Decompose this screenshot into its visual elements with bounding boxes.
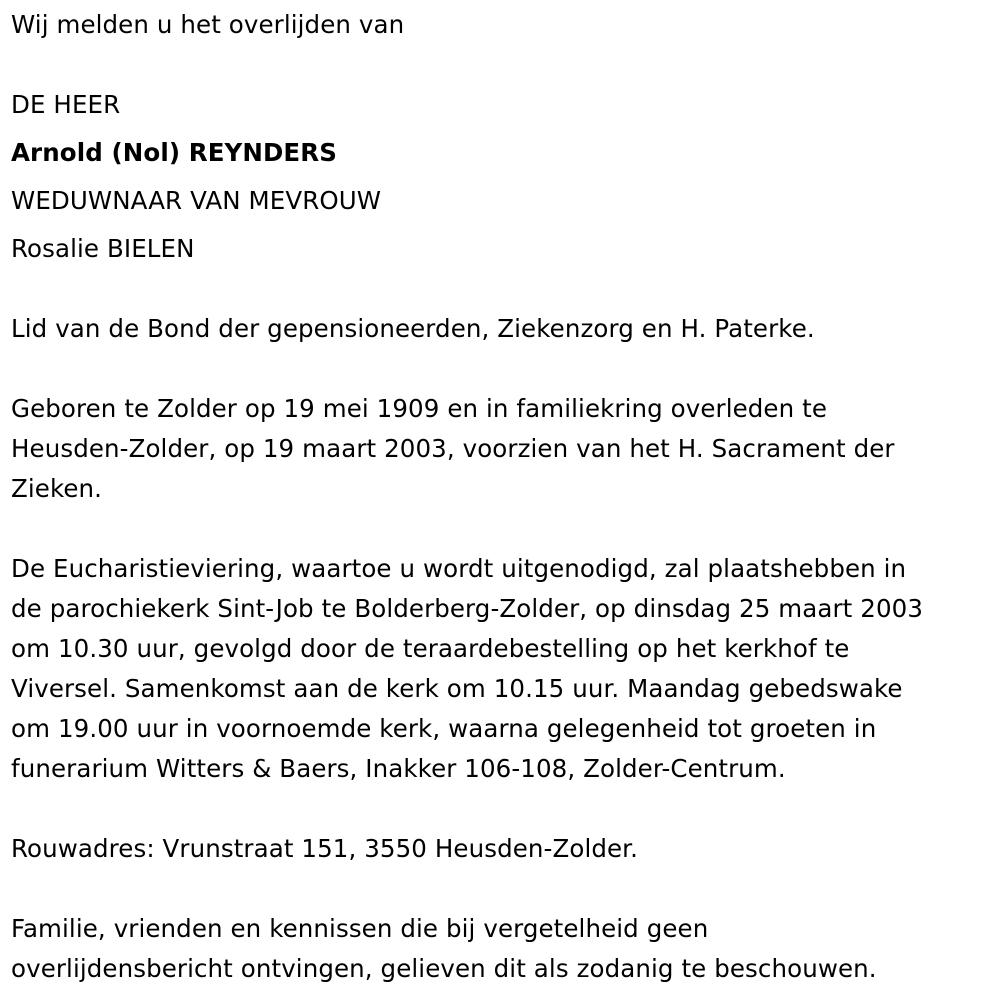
service-paragraph [11,549,996,789]
closing-paragraph [11,909,996,989]
service-line: om 10.30 uur, gevolgd door de teraardebestelling op het kerkhof te [11,634,850,663]
birth-death-line: Heusden-Zolder, op 19 maart 2003, voorzien van het H. Sacrament der [11,434,895,463]
mourning-address: Rouwadres: Vrunstraat 151, 3550 Heusden-Zolder. [11,834,638,863]
service-line: de parochiekerk Sint-Job te Bolderberg-Zolder, op dinsdag 25 maart 2003 [11,594,924,623]
title-prefix: DE HEER [11,90,121,119]
service-line: De Eucharistieviering, waartoe u wordt uitgenodigd, zal plaatshebben in [11,554,907,583]
birth-death-paragraph [11,389,996,509]
birth-death-line: Zieken. [11,474,103,503]
closing-line: Familie, vrienden en kennissen die bij vergetelheid geen [11,914,709,943]
closing-line: overlijdensbericht ontvingen, gelieven dit als zodanig te beschouwen. [11,954,877,983]
deceased-name: Arnold (Nol) REYNDERS [11,138,337,167]
intro-text: Wij melden u het overlijden van [11,10,405,39]
service-line: funerarium Witters & Baers, Inakker 106-108, Zolder-Centrum. [11,754,786,783]
spouse-name: Rosalie BIELEN [11,234,195,263]
membership-text: Lid van de Bond der gepensioneerden, Ziekenzorg en H. Paterke. [11,314,815,343]
birth-death-line: Geboren te Zolder op 19 mei 1909 en in familiekring overleden te [11,394,827,423]
service-line: Viversel. Samenkomst aan de kerk om 10.15 uur. Maandag gebedswake [11,674,903,703]
service-line: om 19.00 uur in voornoemde kerk, waarna gelegenheid tot groeten in [11,714,877,743]
relation-text: WEDUWNAAR VAN MEVROUW [11,186,382,215]
